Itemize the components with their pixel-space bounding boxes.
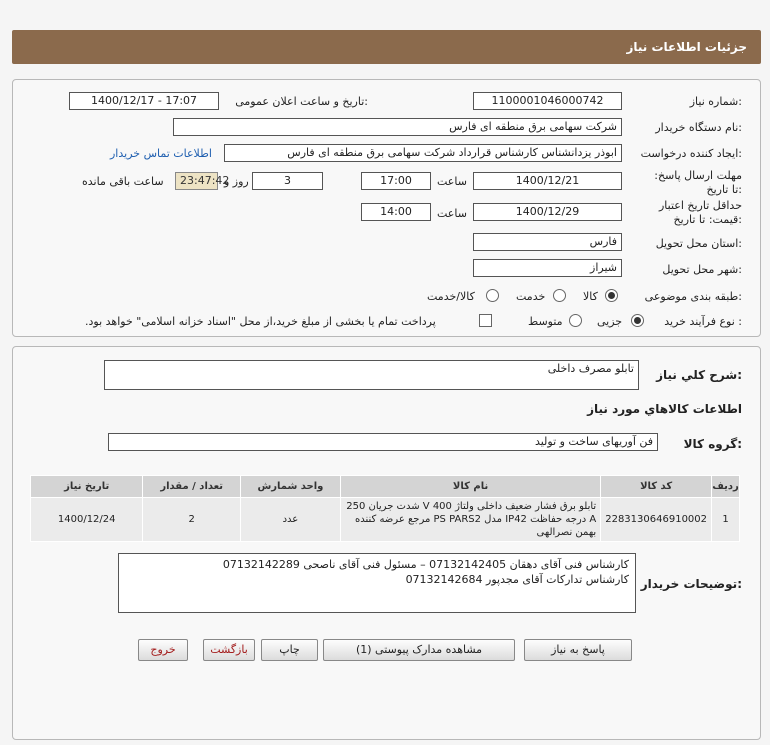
- items-heading: اطلاعات کالاهاي مورد نیاز: [587, 402, 742, 416]
- goods-group-label: گروه کالا:: [683, 437, 742, 451]
- need-no-field: 1100001046000742: [473, 92, 622, 110]
- col-qty: تعداد / مقدار: [143, 476, 241, 498]
- announce-label: تاریخ و ساعت اعلان عمومی:: [235, 95, 368, 108]
- category-option-service: خدمت: [516, 290, 546, 303]
- items-table: [30, 475, 740, 542]
- treasury-payment-checkbox[interactable]: [479, 314, 492, 327]
- category-radio-goods[interactable]: [605, 289, 618, 302]
- treasury-payment-note: پرداخت تمام یا بخشی از مبلغ خرید،از محل "اسناد خزانه اسلامی" خواهد بود.: [85, 315, 436, 328]
- buyer-notes-line-2: کارشناس تدارکات آقای مجدپور 07132142684: [405, 573, 629, 586]
- category-option-goods: کالا: [583, 290, 598, 303]
- buyer-field: شرکت سهامی برق منطقه ای فارس: [173, 118, 622, 136]
- table-row: [31, 498, 740, 542]
- need-summary-field: تابلو مصرف داخلی: [104, 360, 639, 390]
- cell-row: 1: [712, 498, 740, 542]
- col-name: نام کالا: [340, 476, 600, 498]
- validity-date-field: 1400/12/29: [473, 203, 622, 221]
- buyer-label: نام دستگاه خریدار:: [655, 121, 742, 134]
- deadline-date-field: 1400/12/21: [473, 172, 622, 190]
- cell-date: 1400/12/24: [31, 498, 143, 542]
- cell-unit: عدد: [240, 498, 340, 542]
- cell-qty: 2: [143, 498, 241, 542]
- days-field: 3: [252, 172, 323, 190]
- buyer-contact-link[interactable]: اطلاعات تماس خریدار: [110, 147, 212, 160]
- validity-label: [642, 199, 742, 227]
- creator-field: ابوذر یزدانشناس کارشناس قرارداد شرکت سهامی برق منطقه ای فارس: [224, 144, 622, 162]
- province-field: فارس: [473, 233, 622, 251]
- deadline-label: [652, 169, 742, 197]
- buyer-notes-line-1: کارشناس فنی آقای دهقان 07132142405 – مسئول فنی آقای ناصحی 07132142289: [222, 558, 629, 571]
- col-date: تاریخ نیاز: [31, 476, 143, 498]
- col-unit: واحد شمارش: [240, 476, 340, 498]
- buyer-notes-label: توضیحات خریدار:: [640, 577, 742, 591]
- page-header: [12, 30, 761, 64]
- back-button[interactable]: بازگشت: [203, 639, 255, 661]
- print-button[interactable]: چاپ: [261, 639, 318, 661]
- process-option-minor: جزیی: [597, 315, 623, 328]
- validity-time-field: 14:00: [361, 203, 431, 221]
- reply-button[interactable]: پاسخ به نیاز: [524, 639, 632, 661]
- deadline-time-label: ساعت: [437, 175, 467, 188]
- page-title: جزئیات اطلاعات نیاز: [626, 40, 747, 54]
- col-row: ردیف: [712, 476, 740, 498]
- city-field: شیراز: [473, 259, 622, 277]
- city-label: شهر محل تحویل:: [662, 263, 742, 276]
- col-code: کد کالا: [601, 476, 712, 498]
- province-label: استان محل تحویل:: [655, 237, 742, 250]
- need-no-label: شماره نیاز:: [689, 95, 742, 108]
- need-summary-label: شرح کلي نیاز:: [656, 368, 742, 382]
- process-label: نوع فرآیند خرید :: [664, 315, 742, 328]
- buyer-notes-field: [118, 553, 636, 613]
- category-radio-both[interactable]: [486, 289, 499, 302]
- cell-name: تابلو برق فشار ضعیف داخلی ولتاژ 400 V شدت جریان 250 A درجه حفاظت IP42 مدل PS PARS2 مرجع عرضه کننده بهمن نصرالهی: [340, 498, 600, 542]
- creator-label: ایجاد کننده درخواست:: [640, 147, 742, 160]
- validity-time-label: ساعت: [437, 207, 467, 220]
- category-label: طبقه بندی موضوعی:: [644, 290, 742, 303]
- process-option-medium: متوسط: [528, 315, 563, 328]
- items-table-header: [31, 476, 740, 498]
- remaining-label: ساعت باقی مانده: [82, 175, 164, 188]
- cell-code: 2283130646910002: [601, 498, 712, 542]
- announce-date-field: 1400/12/17 - 17:07: [69, 92, 219, 110]
- exit-button[interactable]: خروج: [138, 639, 188, 661]
- remaining-time-field: 23:47:42: [175, 172, 218, 190]
- validity-label-text: حداقل تاریخ اعتبار قیمت: تا تاریخ:: [658, 199, 742, 226]
- goods-group-field: فن آوریهای ساخت و تولید: [108, 433, 658, 451]
- deadline-label-text: مهلت ارسال پاسخ: تا تاریخ:: [654, 169, 742, 196]
- category-option-both: کالا/خدمت: [427, 290, 475, 303]
- deadline-time-field: 17:00: [361, 172, 431, 190]
- view-attachments-button[interactable]: مشاهده مدارک پیوستی (1): [323, 639, 515, 661]
- days-label: روز و: [224, 175, 249, 188]
- process-radio-medium[interactable]: [569, 314, 582, 327]
- process-radio-minor[interactable]: [631, 314, 644, 327]
- category-radio-service[interactable]: [553, 289, 566, 302]
